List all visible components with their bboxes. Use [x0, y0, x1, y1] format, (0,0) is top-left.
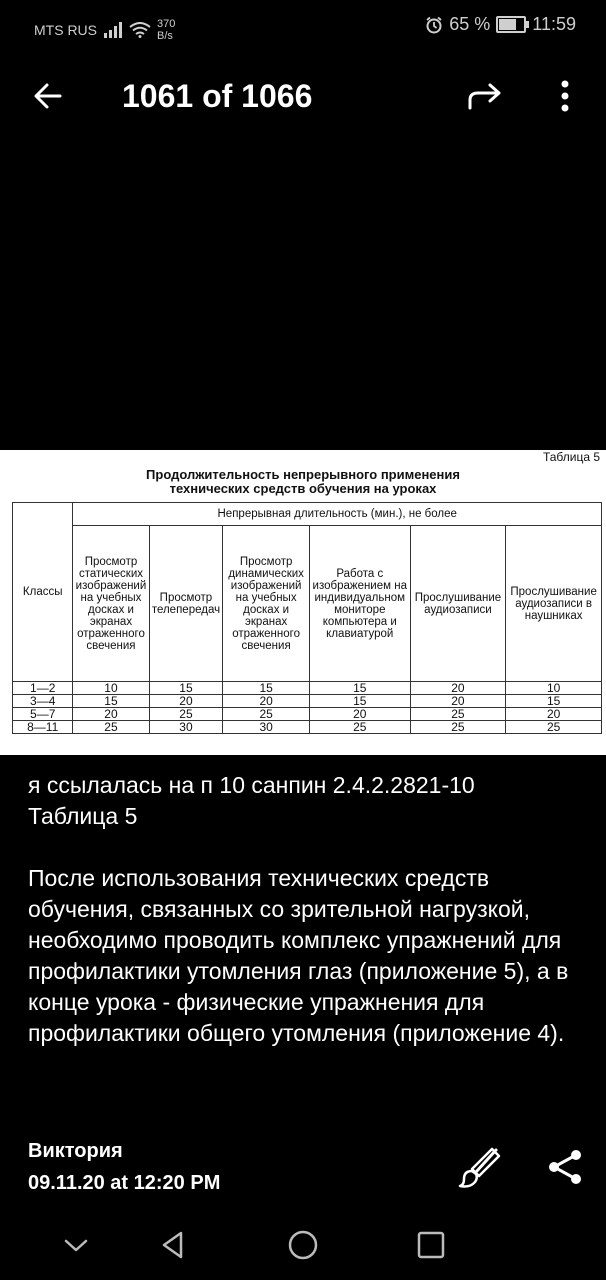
column-header: Просмотр динамических изображений на учебных досках и экранах отраженного свечения	[223, 526, 310, 682]
chevron-down-icon[interactable]	[59, 1228, 93, 1262]
cell: 30	[149, 721, 223, 734]
network-speed-value: 370	[157, 18, 176, 30]
table-title-line2: технических средств обучения на уроках	[169, 481, 437, 496]
author-name: Виктория	[28, 1140, 123, 1162]
system-nav-bar	[0, 1210, 606, 1280]
column-header: Просмотр телепередач	[149, 526, 223, 682]
message-date: 09.11.20 at 12:20 PM	[28, 1172, 221, 1194]
col-classes: Классы	[13, 503, 73, 682]
message-line1: я ссылалась на п 10 санпин 2.4.2.2821-10	[28, 772, 475, 798]
cell: 25	[506, 721, 602, 734]
forward-arrow-icon[interactable]	[466, 80, 504, 114]
duration-table	[12, 502, 602, 734]
cell: 25	[223, 708, 310, 721]
cell: 30	[223, 721, 310, 734]
cell: 20	[223, 695, 310, 708]
clock: 11:59	[532, 14, 576, 34]
status-bar	[0, 0, 606, 52]
table-title-line1: Продолжительность непрерывного применения	[146, 467, 460, 482]
attached-image[interactable]	[0, 450, 606, 755]
table-row	[13, 708, 602, 721]
cell: 25	[410, 721, 506, 734]
battery-icon	[496, 16, 526, 33]
status-right	[425, 14, 576, 35]
carrier-label: MTS RUS	[34, 22, 97, 38]
cell: 25	[410, 708, 506, 721]
arrow-left-icon[interactable]	[30, 78, 66, 114]
alarm-icon	[425, 16, 443, 34]
signal-icon	[103, 22, 123, 38]
table-row	[13, 682, 602, 695]
wifi-icon	[129, 22, 151, 38]
cell: 20	[73, 708, 149, 721]
row-classes: 8—11	[13, 721, 73, 734]
col-group-header: Непрерывная длительность (мин.), не более	[73, 503, 602, 526]
network-speed-unit: B/s	[157, 30, 173, 42]
status-left	[34, 18, 175, 42]
cell: 15	[309, 682, 410, 695]
row-classes: 1—2	[13, 682, 73, 695]
cell: 15	[309, 695, 410, 708]
share-icon[interactable]	[546, 1148, 584, 1186]
cell: 20	[149, 695, 223, 708]
recents-square-icon[interactable]	[414, 1228, 448, 1262]
cell: 25	[149, 708, 223, 721]
page-title: 1061 of 1066	[122, 78, 313, 114]
column-header: Прослушивание аудиозаписи в наушниках	[506, 526, 602, 682]
battery-percent: 65 %	[449, 14, 491, 34]
message-paragraph: После использования технических средств обучения, связанных со зрительной нагрузкой, необходимо проводить комплекс упражнений для профилактики утомления глаз (приложение 5), а в конце урока - физические упражнения для профилактики общего утомления (приложение 4).	[28, 865, 569, 1046]
cell: 15	[73, 695, 149, 708]
home-circle-icon[interactable]	[286, 1228, 320, 1262]
table-title	[0, 468, 606, 496]
cell: 20	[309, 708, 410, 721]
cell: 10	[506, 682, 602, 695]
cell: 20	[506, 708, 602, 721]
message-text	[28, 770, 588, 1049]
column-header: Просмотр статических изображений на учебных досках и экранах отраженного свечения	[73, 526, 149, 682]
top-app-bar	[0, 70, 606, 126]
cell: 20	[410, 682, 506, 695]
table-label: Таблица 5	[542, 450, 600, 464]
network-speed	[157, 18, 175, 42]
table-row	[13, 721, 602, 734]
column-header: Работа с изображением на индивидуальном мониторе компьютера и клавиатурой	[309, 526, 410, 682]
more-vert-icon[interactable]	[552, 78, 578, 114]
cell: 15	[149, 682, 223, 695]
table-row	[13, 695, 602, 708]
row-classes: 5—7	[13, 708, 73, 721]
edit-brush-icon[interactable]	[458, 1146, 502, 1190]
nav-back-triangle-icon[interactable]	[156, 1228, 190, 1262]
cell: 15	[506, 695, 602, 708]
row-classes: 3—4	[13, 695, 73, 708]
cell: 25	[73, 721, 149, 734]
cell: 10	[73, 682, 149, 695]
cell: 20	[410, 695, 506, 708]
column-header: Прослушивание аудиозаписи	[410, 526, 506, 682]
cell: 25	[309, 721, 410, 734]
cell: 15	[223, 682, 310, 695]
message-line2: Таблица 5	[28, 803, 138, 829]
